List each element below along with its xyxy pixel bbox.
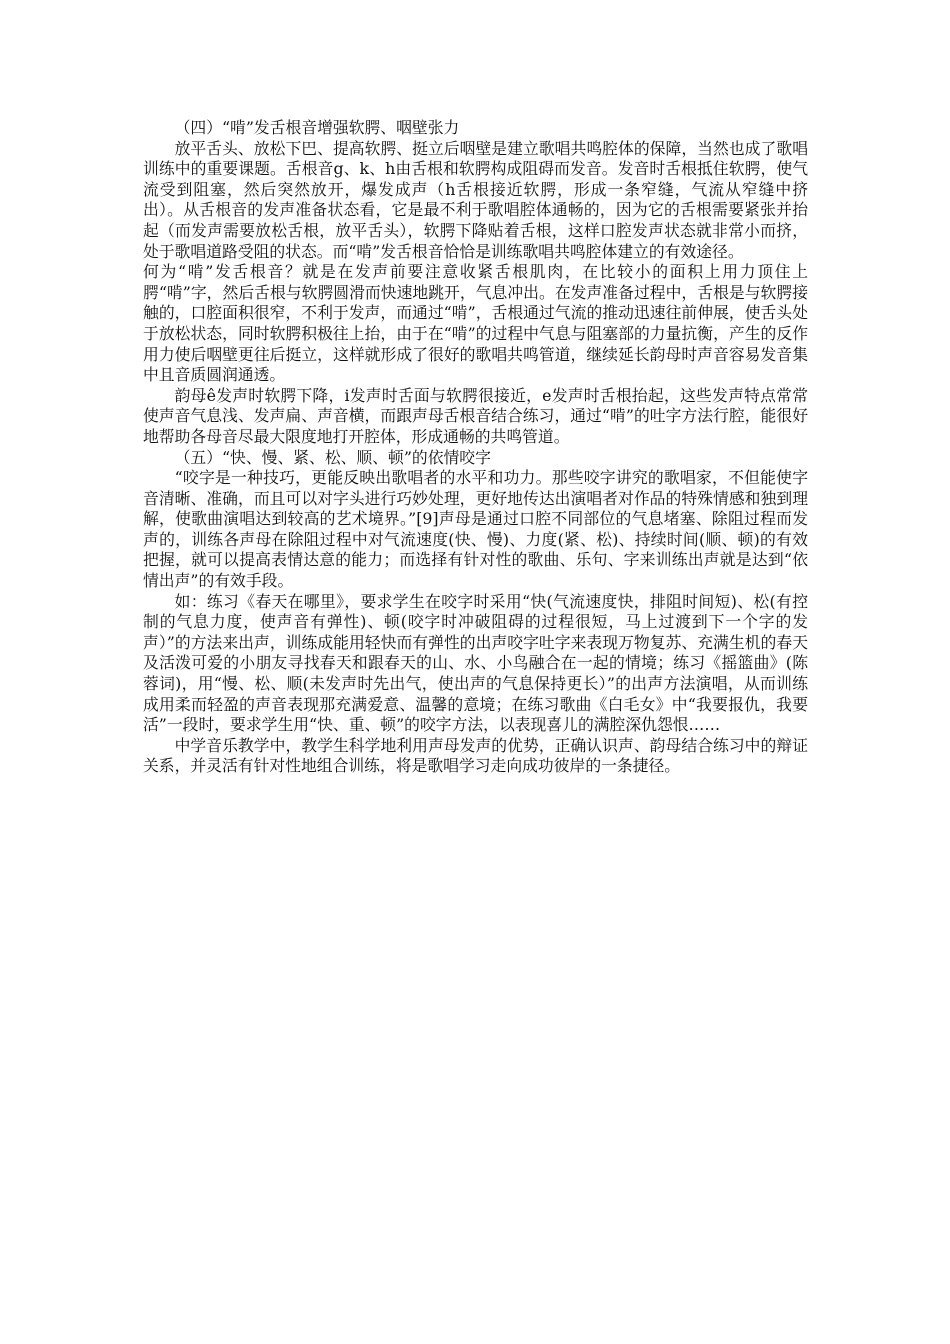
paragraph-song-examples: 如：练习《春天在哪里》，要求学生在咬字时采用“快(气流速度快，排阻时间短)、松(有控制的气息力度，使声音有弹性)、顿(咬字时冲破阻碍的过程很短，马上过渡到下一个字的发声）”的方法来出声，训练成能用轻快而有弹性的出声咬字吐字来表现万物复苏、充满生机的春天及活泼可爱的小朋友寻找春天和跟春天的山、水、小鸟融合在一起的情境；练习《摇篮曲》(陈蓉词)，用“慢、松、顺(未发声时先出气，使出声的气息保持更长）”的出声方法演唱，从而训练成用柔而轻盈的声音表现那充满爱意、温馨的意境；在练习歌曲《白毛女》中“我要报仇，我要活”一段时，要求学生用“快、重、顿”的咬字方法，以表现喜儿的满腔深仇怨恨…… <box>143 591 808 735</box>
paragraph-articulation-quote: “咬字是一种技巧，更能反映出歌唱者的水平和功力。那些咬字讲究的歌唱家，不但能使字音清晰、准确，而且可以对字头进行巧妙处理，更好地传达出演唱者对作品的特殊情感和独到理解，使歌曲演唱达到较高的艺术境界。”[9]声母是通过口腔不同部位的气息堵塞、除阻过程而发声的，训练各声母在除阻过程中对气流速度(快、慢)、力度(紧、松)、持续时间(顺、顿)的有效把握，就可以提高表情达意的能力；而选择有针对性的歌曲、乐句、字来训练出声就是达到“依情出声”的有效手段。 <box>143 468 808 591</box>
paragraph-tongue-root-intro: 放平舌头、放松下巴、提高软腭、挺立后咽壁是建立歌唱共鸣腔体的保障，当然也成了歌唱训练中的重要课题。舌根音g、k、h由舌根和软腭构成阻碍而发音。发音时舌根抵住软腭，使气流受到阻塞，然后突然放开，爆发成声（h舌根接近软腭，形成一条窄缝，气流从窄缝中挤出）。从舌根音的发声准备状态看，它是最不利于歌唱腔体通畅的，因为它的舌根需要紧张并抬起（而发声需要放松舌根，放平舌头），软腭下降贴着舌根，这样口腔发声状态就非常小而挤，处于歌唱道路受阻的状态。而“啃”发舌根音恰恰是训练歌唱共鸣腔体建立的有效途径。 <box>143 138 808 261</box>
paragraph-what-is-ken: 何为“啃”发舌根音？就是在发声前要注意收紧舌根肌肉，在比较小的面积上用力顶住上腭“啃”字，然后舌根与软腭圆滑而快速地跳开，气息冲出。在发声准备过程中，舌根是与软腭接触的，口腔面积很窄，不利于发声，而通过“啃”，舌根通过气流的推动迅速往前伸展，使舌头处于放松状态，同时软腭积极往上抬，由于在“啃”的过程中气息与阻塞部的力量抗衡，产生的反作用力使后咽壁更往后挺立，这样就形成了很好的歌唱共鸣管道，继续延长韵母时声音容易发音集中且音质圆润通透。 <box>143 262 808 385</box>
paragraph-finals-practice: 韵母ê发声时软腭下降，i发声时舌面与软腭很接近，e发声时舌根抬起，这些发声特点常常使声音气息浅、发声扁、声音横，而跟声母舌根音结合练习，通过“啃”的吐字方法行腔，能很好地帮助各母音尽最大限度地打开腔体，形成通畅的共鸣管道。 <box>143 385 808 446</box>
paragraph-conclusion: 中学音乐教学中，教学生科学地利用声母发声的优势，正确认识声、韵母结合练习中的辩证关系，并灵活有针对性地组合训练，将是歌唱学习走向成功彼岸的一条捷径。 <box>143 735 808 776</box>
document-body <box>143 118 808 777</box>
section-heading-4: （四）“啃”发舌根音增强软腭、咽壁张力 <box>174 118 460 137</box>
section-heading-5: （五）“快、慢、紧、松、顺、顿”的依情咬字 <box>174 447 491 467</box>
